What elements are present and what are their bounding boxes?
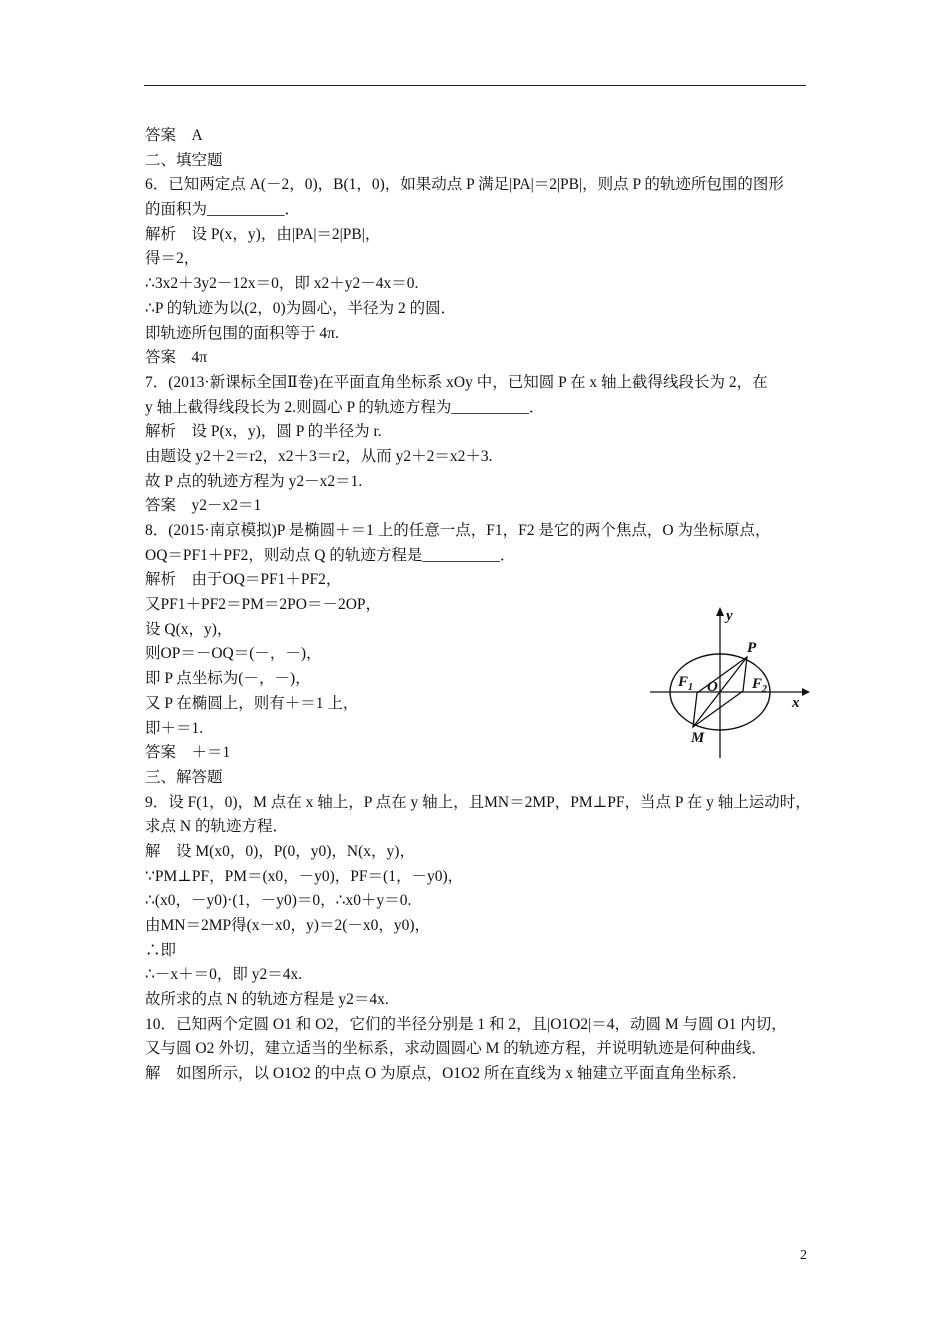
text-line: OQ＝PF1＋PF2，则动点 Q 的轨迹方程是__________． (145, 546, 516, 564)
text-line: 由MN＝2MP得(x－x0，y)＝2(－x0，y0)， (145, 917, 431, 934)
text-line: 答案 A (145, 127, 203, 144)
label-f1-sub: 1 (688, 682, 693, 693)
text-line: 即轨迹所包围的面积等于 4π. (145, 324, 339, 342)
text-line: 8．(2015·南京模拟)P 是椭圆＋＝1 上的任意一点，F1，F2 是它的两个焦点，O 为坐标原点， (145, 522, 771, 539)
text-line: 10．已知两个定圆 O1 和 O2，它们的半径分别是 1 和 2，且|O1O2|＝4，动圆 M 与圆 O1 内切， (145, 1015, 787, 1033)
label-p: P (747, 640, 757, 656)
text-line: 解析 设 P(x，y)，圆 P 的半径为 r. (145, 423, 382, 441)
label-f2: F (752, 676, 763, 692)
text-line: 又与圆 O2 外切，建立适当的坐标系，求动圆圆心 M 的轨迹方程，并说明轨迹是何种曲线． (145, 1040, 767, 1058)
text-line: 即＋＝1. (145, 719, 204, 737)
label-x: x (792, 695, 800, 711)
ellipse-diagram (646, 600, 816, 765)
text-line: ∵PM⊥PF，PM＝(x0，－y0)，PF＝(1，－y0)， (145, 867, 464, 885)
label-o: O (707, 679, 718, 695)
label-y: y (726, 608, 733, 624)
text-line: 故所求的点 N 的轨迹方程是 y2＝4x. (145, 991, 389, 1009)
y-axis-arrow (716, 607, 724, 616)
text-line: 又 P 在椭圆上，则有＋＝1 上， (145, 694, 359, 712)
page-number: 2 (800, 1248, 807, 1263)
text-line: 答案 y2－x2＝1 (145, 497, 262, 515)
text-line: 三、解答题 (145, 768, 223, 786)
text-line: 二、填空题 (145, 151, 223, 169)
text-line: ∴3x2＋3y2－12x＝0，即 x2＋y2－4x＝0. (145, 275, 419, 293)
text-line: 则OP＝－OQ＝(－，－)， (145, 645, 322, 663)
text-line: 解析 设 P(x，y)，由|PA|＝2|PB|， (145, 225, 381, 243)
text-line: 得＝2， (145, 250, 200, 268)
text-line: 解 如图所示，以 O1O2 的中点 O 为原点，O1O2 所在直线为 x 轴建立平面直角坐标系． (145, 1065, 748, 1083)
text-line: 6．已知两定点 A(－2，0)，B(1，0)，如果动点 P 满足|PA|＝2|PB|，则点 P 的轨迹所包围的图形 (145, 176, 784, 194)
text-line: 故 P 点的轨迹方程为 y2－x2＝1. (145, 472, 363, 490)
text-line: 求点 N 的轨迹方程． (145, 818, 288, 836)
text-line: 答案 4π (145, 349, 208, 367)
header-rule (144, 85, 806, 86)
text-line: 即 P 点坐标为(－，－)， (145, 670, 311, 688)
label-f1: F (678, 674, 689, 690)
text-line: ∴即 (145, 941, 177, 959)
label-f2-sub: 2 (762, 684, 767, 695)
text-line: 答案 ＋＝1 (145, 744, 231, 762)
text-line: 又PF1＋PF2＝PM＝2PO＝－2OP， (145, 596, 382, 614)
text-line: 解析 由于OQ＝PF1＋PF2， (145, 571, 342, 589)
text-line: 设 Q(x，y)， (145, 620, 233, 638)
text-line: y 轴上截得线段长为 2.则圆心 P 的轨迹方程为__________． (145, 398, 545, 416)
text-line: 9．设 F(1，0)，M 点在 x 轴上，P 点在 y 轴上，且MN＝2MP，PM⊥PF，当点 P 在 y 轴上运动时， (145, 793, 811, 811)
text-line: 解 设 M(x0，0)，P(0，y0)，N(x，y)， (145, 842, 415, 860)
text-line: ∴P 的轨迹为以(2，0)为圆心，半径为 2 的圆． (145, 299, 457, 317)
x-axis-arrow (802, 688, 810, 696)
text-line: ∴－x＋＝0，即 y2＝4x. (145, 966, 303, 984)
text-line: ∴(x0，－y0)·(1，－y0)＝0，∴x0＋y＝0. (145, 892, 412, 910)
text-line: 的面积为__________． (145, 201, 301, 219)
text-line: 7．(2013·新课标全国Ⅱ卷)在平面直角坐标系 xOy 中，已知圆 P 在 x 轴上截得线段长为 2，在 (145, 373, 768, 391)
label-m: M (691, 730, 705, 746)
text-line: 由题设 y2＋2＝r2，x2＋3＝r2，从而 y2＋2＝x2＋3. (145, 447, 493, 465)
